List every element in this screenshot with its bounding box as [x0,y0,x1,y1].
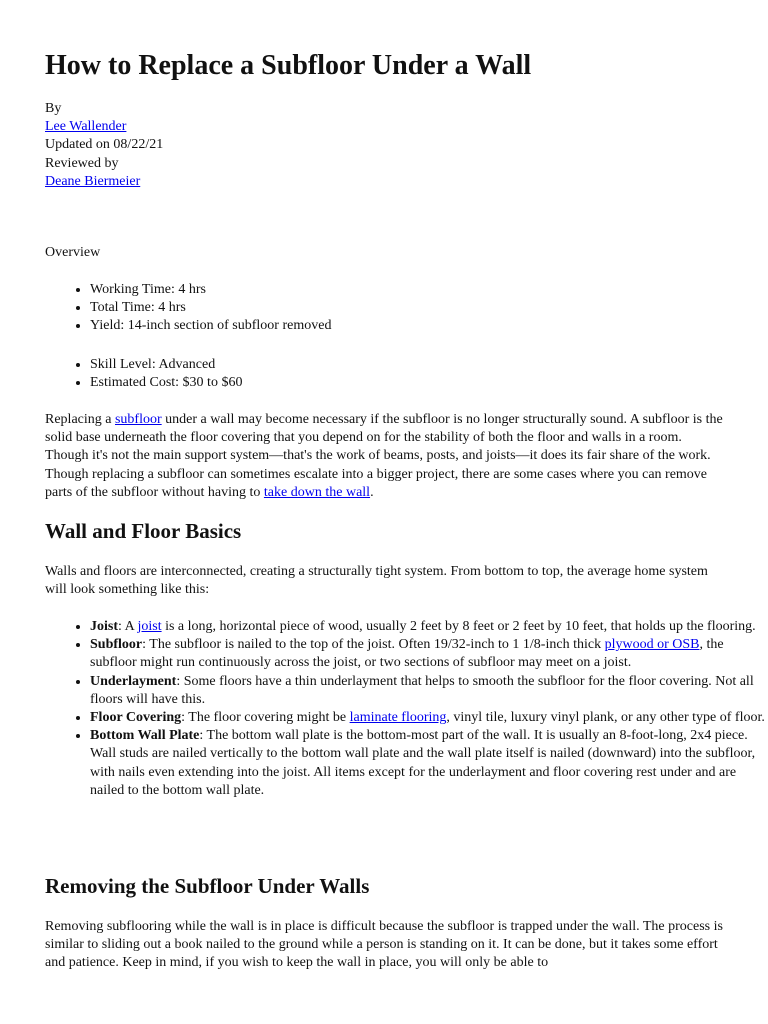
item-text: is a long, horizontal piece of wood, usually 2 feet by 8 feet or 2 feet by 10 feet, that holds up the flooring. [161,619,756,634]
section-heading-removing: Removing the Subfloor Under Walls [45,874,370,898]
term-underlayment: Underlayment [90,673,177,689]
intro-text: . [370,484,374,500]
subfloor-link[interactable]: subfloor [114,412,162,427]
section-heading-basics: Wall and Floor Basics [45,519,242,543]
removing-paragraph: Removing subflooring while the wall is in place is difficult because the subfloor is trapped under the wall. The process is similar to sliding out a book nailed to the ground while a person is standing on it. It can be done, but it takes some effort and patience. Keep in mind, if you wish to keep the wall in place, you will only be able to [45,919,723,971]
list-item: • Total Time: 4 hrs [90,299,768,317]
item-text: , the subfloor might run continuously across the joist, or two sections of subfloor may meet on a joist. [90,637,724,671]
term-floor-covering: Floor Covering [90,710,182,726]
author-link[interactable]: Lee Wallender [45,119,127,135]
item-text: : The bottom wall plate is the bottom-most part of the wall. It is usually an 8-foot-long, 2x4 piece. Wall studs are nailed vertically to the bottom wall plate and the wall plate itself is nailed (downward) into the subfloor, with nails even extending into the joist. All items except for the underlayment and floor covering rest under and are nailed to the bottom wall plate. [90,728,756,798]
list-item: • Yield: 14-inch section of subfloor removed [90,317,768,335]
term-subfloor: Subfloor [90,637,143,653]
overview-list-times [45,281,768,336]
joist-link[interactable]: joist [137,619,162,634]
term-bottom-wall-plate: Bottom Wall Plate [90,728,200,744]
updated-date: Updated on 08/22/21 [45,137,164,153]
list-item: • Skill Level: Advanced [90,356,768,374]
list-item-bottom-wall-plate [90,727,768,800]
reviewed-by-label: Reviewed by [45,155,119,171]
laminate-flooring-link[interactable]: laminate flooring [349,710,447,726]
item-text: : A [118,619,138,634]
item-text: : The floor covering might be [181,710,350,726]
reviewer-link[interactable]: Deane Biermeier [45,173,141,189]
term-joist: Joist [90,619,118,634]
intro-text: Replacing a [45,412,115,427]
list-item-subfloor [90,636,768,672]
page-title: How to Replace a Subfloor Under a Wall [45,50,532,81]
item-text: : The subfloor is nailed to the top of the joist. Often 19/32-inch to 1 1/8-inch thick [142,637,605,653]
take-down-wall-link[interactable]: take down the wall [263,484,371,500]
basics-list [45,618,768,800]
overview-label: Overview [45,245,101,260]
item-text: , vinyl tile, luxury vinyl plank, or any other type of floor. [446,710,765,726]
plywood-osb-link[interactable]: plywood or OSB [604,637,700,653]
intro-paragraph [45,411,725,502]
list-item-joist [90,618,768,636]
list-item: • Working Time: 4 hrs [90,281,768,299]
item-text: : Some floors have a thin underlayment that helps to smooth the subfloor for the floor covering. Not all floors will have this. [90,673,754,707]
by-label: By [45,101,62,116]
basics-paragraph: Walls and floors are interconnected, creating a structurally tight system. From bottom to top, the average home system will look something like this: [45,564,708,598]
byline [45,100,445,191]
intro-text: under a wall may become necessary if the subfloor is no longer structurally sound. A subfloor is the solid base underneath the floor covering that you depend on for the stability of both the floor and walls in a room. Though it's not the main support system—that's the work of beams, posts, and joists—it does its fair share of the work. Though replacing a subfloor can sometimes escalate into a bigger project, there are some cases where you can remove parts of the subfloor without having to [45,412,723,500]
list-item: • Estimated Cost: $30 to $60 [90,374,768,392]
list-item-underlayment [90,673,768,709]
list-item-floor-covering [90,709,768,727]
overview-list-skill [45,356,768,392]
